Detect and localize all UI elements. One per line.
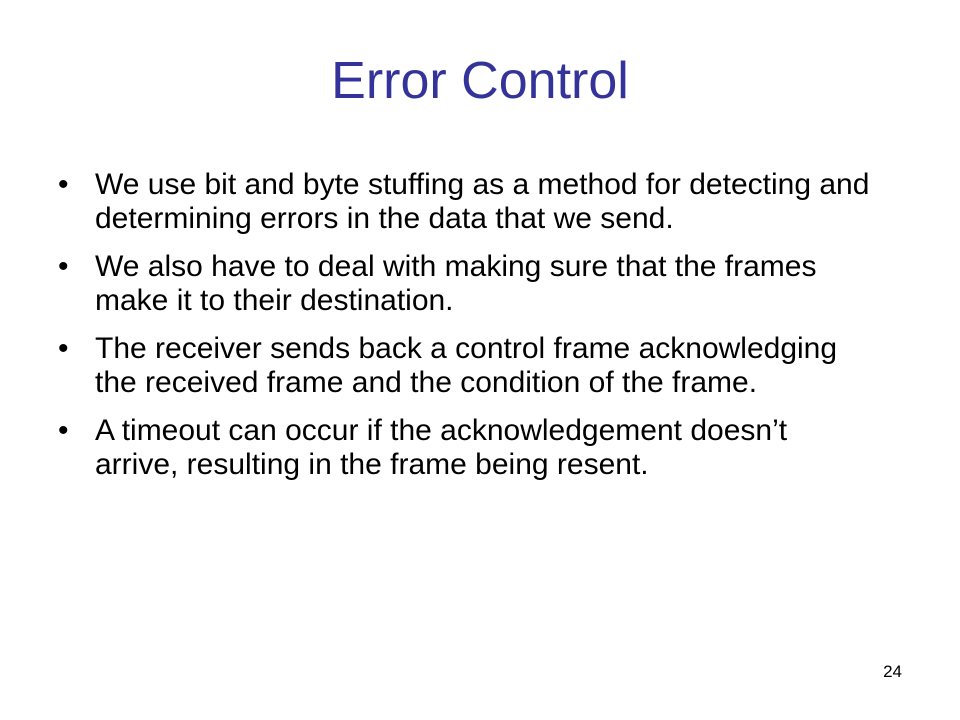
bullet-text: We use bit and byte stuffing as a method for detecting and determining errors in the data that we send. bbox=[95, 168, 870, 235]
bullet-text: We also have to deal with making sure that the frames make it to their destination. bbox=[95, 250, 817, 317]
bullet-marker: • bbox=[58, 168, 69, 201]
bullet-marker: • bbox=[58, 414, 69, 447]
page-number: 24 bbox=[883, 662, 902, 681]
bullet-text: The receiver sends back a control frame acknowledging the received frame and the condition of the frame. bbox=[95, 332, 838, 399]
bullet-text: A timeout can occur if the acknowledgement doesn’t arrive, resulting in the frame being resent. bbox=[95, 414, 788, 481]
bullet-item bbox=[58, 168, 878, 236]
bullet-marker: • bbox=[58, 332, 69, 365]
bullet-item bbox=[58, 332, 878, 400]
bullet-list bbox=[58, 168, 878, 496]
bullet-item bbox=[58, 250, 878, 318]
slide-title: Error Control bbox=[331, 52, 629, 110]
bullet-marker: • bbox=[58, 250, 69, 283]
bullet-item bbox=[58, 414, 878, 482]
